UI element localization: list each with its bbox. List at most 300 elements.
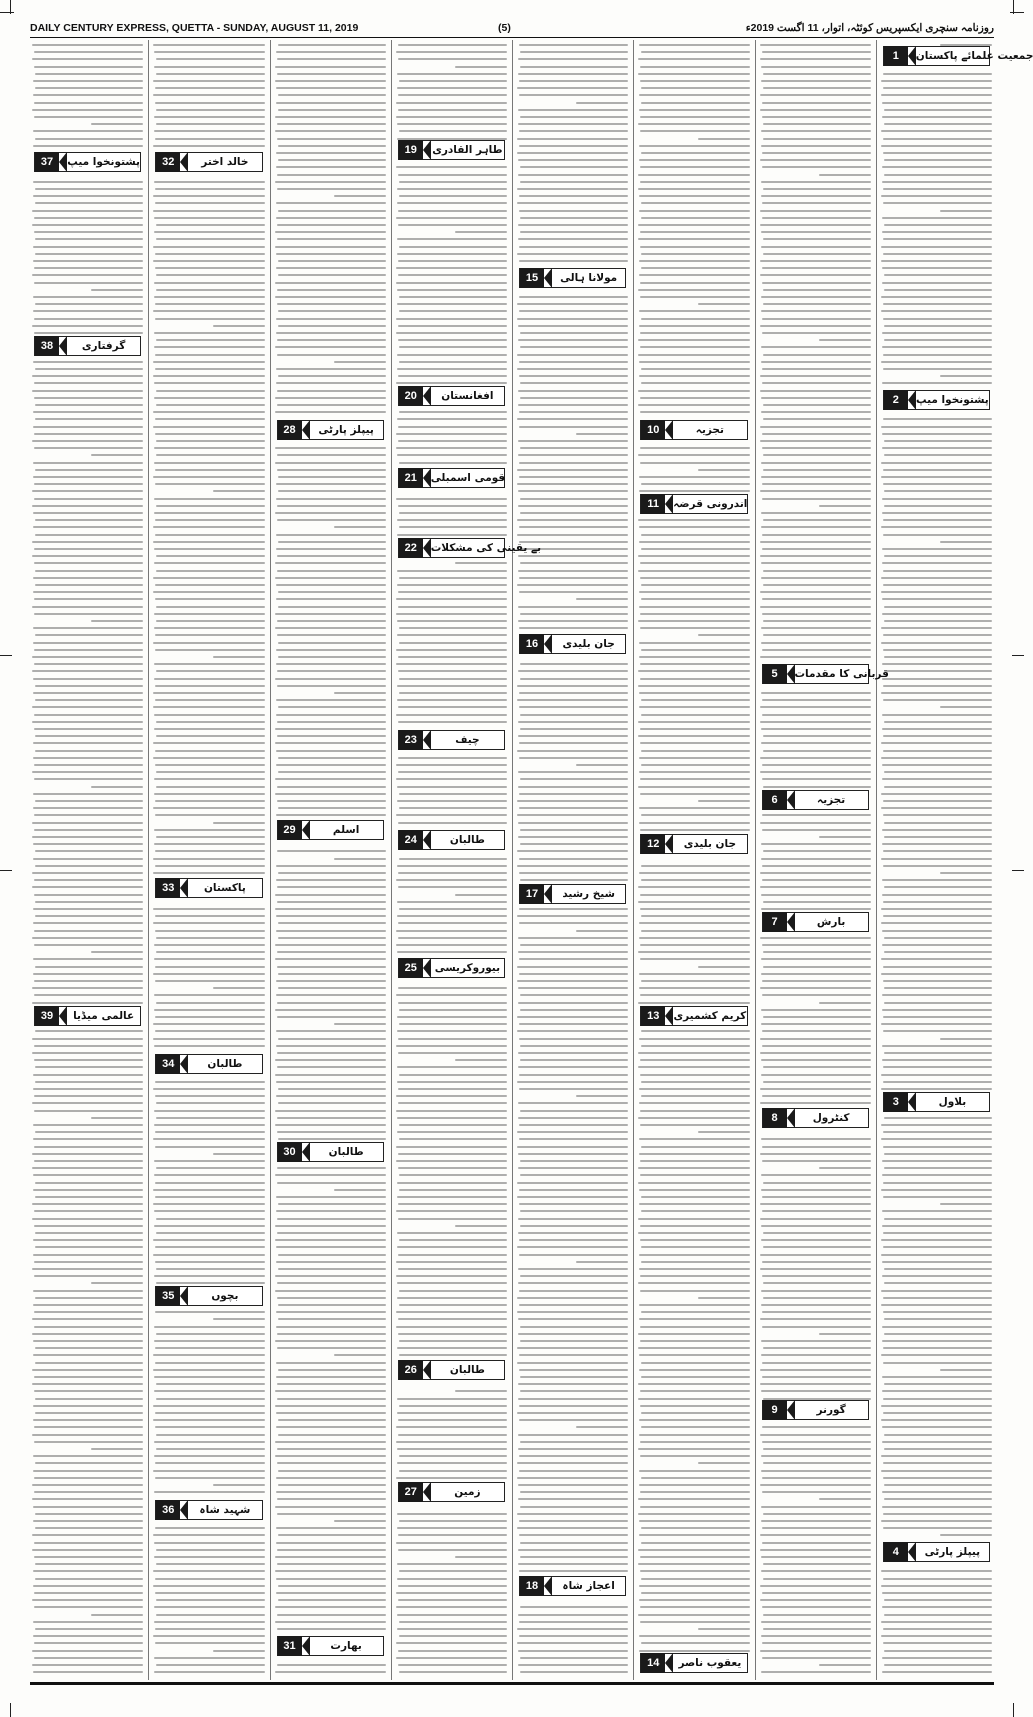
text-line (520, 944, 628, 946)
section-heading (34, 336, 141, 356)
text-line (883, 483, 992, 485)
text-line (761, 1390, 871, 1392)
text-line (883, 1513, 992, 1515)
text-line (91, 1448, 143, 1450)
text-line (760, 606, 871, 608)
text-line (640, 1556, 749, 1558)
text-line (34, 498, 143, 500)
text-line (884, 1614, 992, 1616)
text-line (153, 1023, 264, 1025)
text-line (399, 195, 507, 197)
text-line (940, 1534, 992, 1536)
text-line (761, 346, 871, 348)
text-line (517, 685, 628, 687)
text-line (276, 382, 386, 384)
text-line (520, 397, 628, 399)
text-line (276, 51, 386, 53)
text-line (156, 1002, 264, 1004)
text-line (519, 1203, 628, 1205)
text-line (638, 58, 749, 60)
text-line (154, 728, 264, 730)
text-line (881, 1520, 992, 1522)
text-line (882, 332, 992, 334)
text-line (33, 181, 143, 183)
text-line (155, 1146, 264, 1148)
text-line (761, 577, 871, 579)
text-line (396, 613, 507, 615)
text-line (762, 994, 871, 996)
text-line (398, 224, 507, 226)
text-line (762, 1542, 871, 1544)
text-line (154, 66, 264, 68)
text-line (884, 224, 992, 226)
text-line (153, 922, 264, 924)
text-line (397, 800, 507, 802)
text-line (639, 1419, 749, 1421)
text-line (398, 771, 507, 773)
text-line (153, 260, 264, 262)
text-line (35, 1362, 143, 1364)
text-line (519, 1290, 628, 1292)
text-line (639, 94, 749, 96)
heading-arrow-icon (544, 1576, 552, 1596)
text-line (153, 80, 264, 82)
text-line (276, 152, 386, 154)
text-line (761, 397, 871, 399)
text-line (883, 1477, 992, 1479)
text-line (35, 87, 143, 89)
text-line (278, 807, 386, 809)
text-line (761, 692, 871, 694)
text-line (639, 1534, 749, 1536)
text-line (278, 591, 386, 593)
text-line (761, 195, 871, 197)
text-line (517, 980, 628, 982)
text-line (576, 1426, 628, 1428)
text-line (639, 145, 749, 147)
text-line (34, 1210, 143, 1212)
text-line (639, 973, 749, 975)
text-line (882, 382, 992, 384)
text-line (519, 1534, 628, 1536)
text-line (520, 181, 628, 183)
section-number: 14 (641, 1653, 665, 1673)
text-line (760, 771, 871, 773)
text-line (277, 238, 386, 240)
text-line (883, 1131, 992, 1133)
text-line (154, 231, 264, 233)
text-line (520, 1340, 628, 1342)
text-line (519, 411, 628, 413)
text-line (698, 966, 750, 968)
text-line (882, 1160, 992, 1162)
text-line (399, 1009, 507, 1011)
text-line (154, 1606, 264, 1608)
section-number: 19 (399, 140, 423, 160)
text-line (277, 1052, 386, 1054)
text-line (396, 382, 507, 384)
text-line (399, 310, 507, 312)
text-line (396, 1326, 507, 1328)
text-line (762, 1362, 871, 1364)
text-line (153, 1088, 264, 1090)
text-line (518, 1484, 628, 1486)
text-line (762, 282, 871, 284)
text-line (399, 642, 507, 644)
text-line (881, 908, 992, 910)
text-line (275, 296, 386, 298)
text-line (760, 1534, 871, 1536)
text-line (520, 1225, 628, 1227)
text-line (397, 1117, 507, 1119)
text-line (155, 966, 264, 968)
text-line (883, 87, 992, 89)
text-line (153, 210, 264, 212)
text-line (35, 534, 143, 536)
text-line (881, 1074, 992, 1076)
text-line (156, 73, 264, 75)
text-line (640, 994, 749, 996)
text-line (884, 1002, 992, 1004)
text-line (275, 1110, 386, 1112)
text-line (640, 1074, 749, 1076)
text-line (396, 649, 507, 651)
text-line (641, 930, 749, 932)
text-line (156, 274, 264, 276)
text-line (762, 1275, 871, 1277)
text-line (519, 145, 628, 147)
text-line (884, 886, 992, 888)
text-line (639, 274, 749, 276)
section-number: 13 (641, 1006, 665, 1026)
text-line (33, 1088, 143, 1090)
heading-arrow-icon (180, 152, 188, 172)
text-line (276, 253, 386, 255)
text-line (641, 1578, 749, 1580)
column-separator (270, 40, 271, 1680)
text-line (520, 66, 628, 68)
text-line (638, 174, 749, 176)
text-line (35, 966, 143, 968)
text-line (33, 411, 143, 413)
text-line (883, 519, 992, 521)
text-line (762, 1527, 871, 1529)
text-line (761, 130, 871, 132)
text-line (154, 332, 264, 334)
text-line (396, 1441, 507, 1443)
text-line (519, 958, 628, 960)
text-line (940, 375, 992, 377)
text-line (154, 462, 264, 464)
text-line (33, 843, 143, 845)
section-number: 9 (763, 1400, 787, 1420)
text-line (156, 1448, 264, 1450)
text-line (398, 1102, 507, 1104)
text-line (33, 462, 143, 464)
text-line (153, 1138, 264, 1140)
text-line (763, 303, 871, 305)
text-line (520, 843, 628, 845)
text-line (638, 1218, 749, 1220)
text-line (639, 159, 749, 161)
text-line (276, 1412, 386, 1414)
text-line (277, 58, 386, 60)
text-line (154, 116, 264, 118)
text-line (884, 721, 992, 723)
text-line (33, 1671, 143, 1673)
text-line (91, 786, 143, 788)
text-line (154, 613, 264, 615)
text-line (34, 829, 143, 831)
text-line (517, 1081, 628, 1083)
text-line (275, 613, 386, 615)
text-line (640, 332, 749, 334)
text-line (762, 318, 871, 320)
heading-arrow-icon (544, 884, 552, 904)
text-line (91, 1614, 143, 1616)
text-line (397, 685, 507, 687)
text-line (275, 462, 386, 464)
text-line (154, 217, 264, 219)
text-line (34, 1326, 143, 1328)
text-line (278, 1369, 386, 1371)
text-line (519, 973, 628, 975)
section-title: طالبان (207, 1058, 243, 1070)
text-line (641, 382, 749, 384)
text-line (519, 858, 628, 860)
text-line (640, 793, 749, 795)
text-line (882, 498, 992, 500)
text-line (882, 102, 992, 104)
text-line (640, 627, 749, 629)
text-line (640, 1239, 749, 1241)
text-line (639, 476, 749, 478)
text-line (576, 1095, 628, 1097)
text-line (638, 404, 749, 406)
text-line (640, 282, 749, 284)
text-line (640, 411, 749, 413)
text-line (940, 541, 992, 543)
text-line (277, 339, 386, 341)
text-line (155, 685, 264, 687)
text-line (276, 267, 386, 269)
text-line (276, 865, 386, 867)
text-line (638, 1167, 749, 1169)
section-title: اسلم (332, 824, 360, 836)
text-line (34, 1642, 143, 1644)
text-line (276, 994, 386, 996)
text-line (760, 591, 871, 593)
text-line (762, 1210, 871, 1212)
text-line (641, 368, 749, 370)
text-line (819, 1498, 871, 1500)
text-line (32, 210, 143, 212)
text-line (399, 411, 507, 413)
text-line (277, 354, 386, 356)
text-line (763, 735, 871, 737)
text-line (155, 1578, 264, 1580)
text-line (763, 1246, 871, 1248)
text-line (884, 656, 992, 658)
text-line (275, 512, 386, 514)
text-line (882, 1275, 992, 1277)
text-line (278, 310, 386, 312)
text-line (156, 123, 264, 125)
text-line (34, 994, 143, 996)
heading-arrow-icon (908, 1092, 916, 1112)
section-heading (398, 538, 542, 558)
text-line (32, 1167, 143, 1169)
text-line (517, 519, 628, 521)
text-line (517, 865, 628, 867)
text-line (455, 894, 507, 896)
text-line (455, 66, 507, 68)
text-line (639, 260, 749, 262)
text-line (277, 505, 386, 507)
text-line (883, 1628, 992, 1630)
text-line (519, 1038, 628, 1040)
text-line (34, 1606, 143, 1608)
text-line (153, 1038, 264, 1040)
text-line (883, 1016, 992, 1018)
section-heading (883, 1092, 990, 1112)
heading-arrow-icon (787, 912, 795, 932)
text-line (882, 548, 992, 550)
heading-arrow-icon (787, 664, 795, 684)
text-line (761, 1570, 871, 1572)
text-line (32, 274, 143, 276)
text-line (276, 548, 386, 550)
text-line (881, 476, 992, 478)
text-line (940, 1369, 992, 1371)
text-line (882, 267, 992, 269)
text-line (881, 692, 992, 694)
text-line (398, 174, 507, 176)
text-line (761, 1304, 871, 1306)
text-line (639, 325, 749, 327)
text-line (154, 512, 264, 514)
section-title: اعجاز شاہ (562, 1580, 615, 1592)
heading-arrow-icon (908, 46, 916, 66)
section-number: 8 (763, 1108, 787, 1128)
text-line (154, 714, 264, 716)
text-line (33, 1124, 143, 1126)
text-line (398, 274, 507, 276)
text-line (883, 584, 992, 586)
text-line (882, 231, 992, 233)
text-line (884, 1318, 992, 1320)
text-line (519, 872, 628, 874)
text-line (883, 699, 992, 701)
text-line (517, 152, 628, 154)
text-line (155, 1477, 264, 1479)
text-line (277, 1218, 386, 1220)
text-line (881, 858, 992, 860)
text-line (517, 1311, 628, 1313)
text-line (34, 1059, 143, 1061)
text-line (762, 1441, 871, 1443)
text-line (397, 634, 507, 636)
text-line (33, 1470, 143, 1472)
text-line (698, 469, 750, 471)
text-line (396, 318, 507, 320)
text-line (154, 562, 264, 564)
text-line (34, 1491, 143, 1493)
text-line (32, 1549, 143, 1551)
text-line (640, 958, 749, 960)
text-line (760, 224, 871, 226)
text-line (884, 325, 992, 327)
text-line (519, 526, 628, 528)
text-line (519, 195, 628, 197)
text-line (33, 1354, 143, 1356)
text-line (399, 858, 507, 860)
text-line (277, 1462, 386, 1464)
text-line (155, 1095, 264, 1097)
text-line (275, 231, 386, 233)
text-line (396, 1642, 507, 1644)
text-line (397, 1563, 507, 1565)
text-line (760, 706, 871, 708)
text-line (518, 987, 628, 989)
text-line (517, 1462, 628, 1464)
text-line (517, 1016, 628, 1018)
text-line (884, 109, 992, 111)
text-line (640, 1275, 749, 1277)
text-line (155, 1081, 264, 1083)
text-line (35, 418, 143, 420)
text-line (638, 354, 749, 356)
text-line (276, 202, 386, 204)
text-line (641, 714, 749, 716)
text-line (33, 742, 143, 744)
text-line (154, 1376, 264, 1378)
heading-arrow-icon (787, 790, 795, 810)
text-line (638, 1282, 749, 1284)
text-line (940, 706, 992, 708)
text-line (518, 1153, 628, 1155)
text-line (518, 1614, 628, 1616)
text-line (155, 865, 264, 867)
text-line (32, 606, 143, 608)
text-line (397, 289, 507, 291)
text-line (398, 440, 507, 442)
text-line (155, 1628, 264, 1630)
text-line (35, 404, 143, 406)
text-line (397, 620, 507, 622)
text-line (517, 1513, 628, 1515)
text-line (213, 490, 265, 492)
text-line (32, 390, 143, 392)
text-line (155, 750, 264, 752)
text-line (640, 1160, 749, 1162)
text-line (153, 1354, 264, 1356)
text-line (278, 757, 386, 759)
text-line (518, 1232, 628, 1234)
text-line (882, 1390, 992, 1392)
text-line (277, 1498, 386, 1500)
text-line (155, 1462, 264, 1464)
text-line (638, 1448, 749, 1450)
text-line (154, 627, 264, 629)
text-line (397, 1131, 507, 1133)
text-line (35, 519, 143, 521)
text-line (277, 390, 386, 392)
text-line (881, 94, 992, 96)
text-line (398, 987, 507, 989)
text-line (155, 980, 264, 982)
text-line (32, 656, 143, 658)
